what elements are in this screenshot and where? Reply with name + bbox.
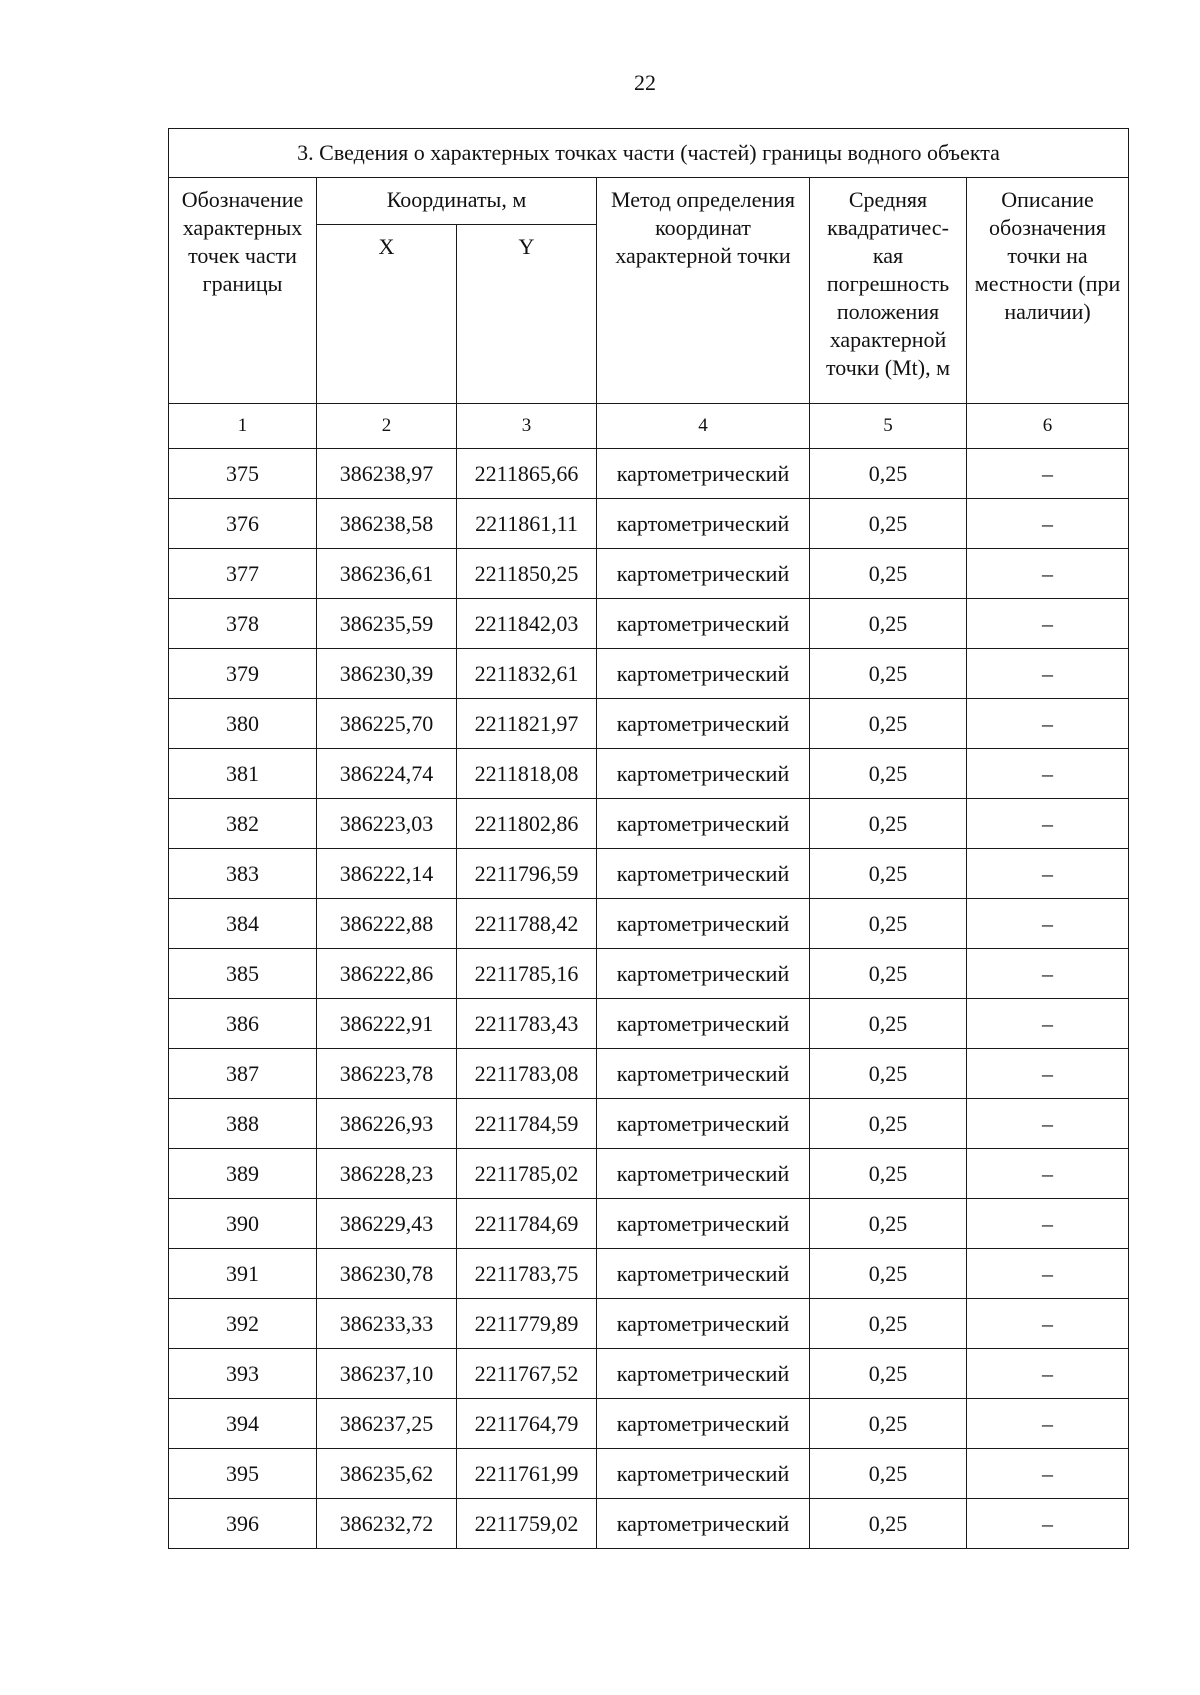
cell-y: 2211761,99 bbox=[457, 1449, 597, 1499]
cell-point: 379 bbox=[169, 649, 317, 699]
cell-y: 2211785,02 bbox=[457, 1149, 597, 1199]
cell-mt: 0,25 bbox=[810, 549, 967, 599]
cell-x: 386222,88 bbox=[317, 899, 457, 949]
cell-description: – bbox=[967, 649, 1129, 699]
cell-description: – bbox=[967, 449, 1129, 499]
cell-point: 393 bbox=[169, 1349, 317, 1399]
cell-mt: 0,25 bbox=[810, 1299, 967, 1349]
cell-mt: 0,25 bbox=[810, 1499, 967, 1549]
cell-description: – bbox=[967, 1249, 1129, 1299]
table-row bbox=[169, 849, 1129, 899]
cell-y: 2211832,61 bbox=[457, 649, 597, 699]
cell-y: 2211842,03 bbox=[457, 599, 597, 649]
header-error: Средняя квадратичес-кая погрешность положения характерной точки (Mt), м bbox=[810, 178, 967, 404]
cell-y: 2211759,02 bbox=[457, 1499, 597, 1549]
cell-method: картометрический bbox=[597, 749, 810, 799]
cell-x: 386230,78 bbox=[317, 1249, 457, 1299]
table-row bbox=[169, 1249, 1129, 1299]
cell-y: 2211783,08 bbox=[457, 1049, 597, 1099]
cell-y: 2211779,89 bbox=[457, 1299, 597, 1349]
cell-mt: 0,25 bbox=[810, 449, 967, 499]
cell-description: – bbox=[967, 1149, 1129, 1199]
cell-y: 2211783,75 bbox=[457, 1249, 597, 1299]
cell-description: – bbox=[967, 699, 1129, 749]
table-row bbox=[169, 1499, 1129, 1549]
cell-point: 390 bbox=[169, 1199, 317, 1249]
cell-method: картометрический bbox=[597, 1199, 810, 1249]
cell-method: картометрический bbox=[597, 499, 810, 549]
cell-y: 2211767,52 bbox=[457, 1349, 597, 1399]
cell-method: картометрический bbox=[597, 1499, 810, 1549]
cell-mt: 0,25 bbox=[810, 1449, 967, 1499]
cell-y: 2211865,66 bbox=[457, 449, 597, 499]
cell-mt: 0,25 bbox=[810, 1199, 967, 1249]
cell-mt: 0,25 bbox=[810, 1349, 967, 1399]
cell-description: – bbox=[967, 749, 1129, 799]
cell-mt: 0,25 bbox=[810, 1149, 967, 1199]
table-row bbox=[169, 699, 1129, 749]
cell-method: картометрический bbox=[597, 799, 810, 849]
cell-method: картометрический bbox=[597, 1249, 810, 1299]
cell-point: 389 bbox=[169, 1149, 317, 1199]
cell-point: 395 bbox=[169, 1449, 317, 1499]
cell-method: картометрический bbox=[597, 649, 810, 699]
cell-y: 2211861,11 bbox=[457, 499, 597, 549]
table-row bbox=[169, 1049, 1129, 1099]
cell-mt: 0,25 bbox=[810, 749, 967, 799]
cell-x: 386222,86 bbox=[317, 949, 457, 999]
cell-y: 2211783,43 bbox=[457, 999, 597, 1049]
cell-description: – bbox=[967, 549, 1129, 599]
cell-method: картометрический bbox=[597, 549, 810, 599]
cell-description: – bbox=[967, 799, 1129, 849]
header-description: Описание обозначения точки на местности (при наличии) bbox=[967, 178, 1129, 404]
cell-description: – bbox=[967, 1449, 1129, 1499]
cell-method: картометрический bbox=[597, 899, 810, 949]
cell-mt: 0,25 bbox=[810, 599, 967, 649]
column-number: 3 bbox=[457, 404, 597, 449]
page-number: 22 bbox=[634, 70, 656, 95]
cell-mt: 0,25 bbox=[810, 949, 967, 999]
table-row bbox=[169, 1199, 1129, 1249]
cell-x: 386237,10 bbox=[317, 1349, 457, 1399]
cell-description: – bbox=[967, 1049, 1129, 1099]
header-x: X bbox=[317, 225, 457, 404]
cell-point: 383 bbox=[169, 849, 317, 899]
column-number: 1 bbox=[169, 404, 317, 449]
cell-y: 2211788,42 bbox=[457, 899, 597, 949]
cell-mt: 0,25 bbox=[810, 699, 967, 749]
cell-x: 386222,91 bbox=[317, 999, 457, 1049]
cell-x: 386230,39 bbox=[317, 649, 457, 699]
cell-method: картометрический bbox=[597, 599, 810, 649]
cell-point: 385 bbox=[169, 949, 317, 999]
cell-point: 392 bbox=[169, 1299, 317, 1349]
cell-point: 394 bbox=[169, 1399, 317, 1449]
cell-point: 382 bbox=[169, 799, 317, 849]
column-number: 4 bbox=[597, 404, 810, 449]
cell-point: 381 bbox=[169, 749, 317, 799]
cell-description: – bbox=[967, 1299, 1129, 1349]
cell-point: 387 bbox=[169, 1049, 317, 1099]
table-row bbox=[169, 1449, 1129, 1499]
cell-x: 386236,61 bbox=[317, 549, 457, 599]
cell-mt: 0,25 bbox=[810, 1099, 967, 1149]
cell-method: картометрический bbox=[597, 1399, 810, 1449]
cell-point: 378 bbox=[169, 599, 317, 649]
cell-description: – bbox=[967, 849, 1129, 899]
table-body bbox=[169, 449, 1129, 1549]
cell-y: 2211818,08 bbox=[457, 749, 597, 799]
cell-y: 2211784,69 bbox=[457, 1199, 597, 1249]
cell-x: 386235,59 bbox=[317, 599, 457, 649]
cell-method: картометрический bbox=[597, 1049, 810, 1099]
cell-method: картометрический bbox=[597, 1349, 810, 1399]
column-number: 5 bbox=[810, 404, 967, 449]
cell-description: – bbox=[967, 899, 1129, 949]
table-row bbox=[169, 1399, 1129, 1449]
cell-method: картометрический bbox=[597, 999, 810, 1049]
cell-description: – bbox=[967, 1349, 1129, 1399]
cell-y: 2211850,25 bbox=[457, 549, 597, 599]
cell-point: 377 bbox=[169, 549, 317, 599]
table-title: 3. Сведения о характерных точках части (частей) границы водного объекта bbox=[169, 129, 1129, 178]
cell-description: – bbox=[967, 1399, 1129, 1449]
cell-x: 386237,25 bbox=[317, 1399, 457, 1449]
cell-x: 386228,23 bbox=[317, 1149, 457, 1199]
cell-mt: 0,25 bbox=[810, 999, 967, 1049]
table-row bbox=[169, 599, 1129, 649]
cell-y: 2211821,97 bbox=[457, 699, 597, 749]
cell-point: 396 bbox=[169, 1499, 317, 1549]
cell-x: 386229,43 bbox=[317, 1199, 457, 1249]
column-number: 2 bbox=[317, 404, 457, 449]
cell-point: 388 bbox=[169, 1099, 317, 1149]
table-row bbox=[169, 999, 1129, 1049]
cell-y: 2211802,86 bbox=[457, 799, 597, 849]
cell-description: – bbox=[967, 949, 1129, 999]
table-row bbox=[169, 899, 1129, 949]
cell-description: – bbox=[967, 999, 1129, 1049]
cell-point: 384 bbox=[169, 899, 317, 949]
table-row bbox=[169, 1149, 1129, 1199]
table-row bbox=[169, 499, 1129, 549]
cell-y: 2211785,16 bbox=[457, 949, 597, 999]
cell-x: 386233,33 bbox=[317, 1299, 457, 1349]
cell-method: картометрический bbox=[597, 1299, 810, 1349]
table-row bbox=[169, 649, 1129, 699]
cell-description: – bbox=[967, 499, 1129, 549]
cell-method: картометрический bbox=[597, 699, 810, 749]
cell-mt: 0,25 bbox=[810, 849, 967, 899]
cell-x: 386238,97 bbox=[317, 449, 457, 499]
cell-x: 386225,70 bbox=[317, 699, 457, 749]
cell-mt: 0,25 bbox=[810, 899, 967, 949]
cell-method: картометрический bbox=[597, 449, 810, 499]
cell-method: картометрический bbox=[597, 1449, 810, 1499]
cell-point: 386 bbox=[169, 999, 317, 1049]
cell-x: 386223,03 bbox=[317, 799, 457, 849]
cell-x: 386222,14 bbox=[317, 849, 457, 899]
cell-x: 386238,58 bbox=[317, 499, 457, 549]
cell-x: 386223,78 bbox=[317, 1049, 457, 1099]
table-row bbox=[169, 749, 1129, 799]
boundary-points-table bbox=[168, 128, 1129, 1549]
cell-description: – bbox=[967, 1099, 1129, 1149]
cell-description: – bbox=[967, 1199, 1129, 1249]
cell-description: – bbox=[967, 1499, 1129, 1549]
cell-mt: 0,25 bbox=[810, 499, 967, 549]
cell-x: 386232,72 bbox=[317, 1499, 457, 1549]
table-row bbox=[169, 1299, 1129, 1349]
header-method: Метод определения координат характерной точки bbox=[597, 178, 810, 404]
cell-point: 375 bbox=[169, 449, 317, 499]
table-row bbox=[169, 1099, 1129, 1149]
cell-point: 391 bbox=[169, 1249, 317, 1299]
header-coordinates: Координаты, м bbox=[317, 178, 597, 225]
header-point-designation: Обозначение характерных точек части границы bbox=[169, 178, 317, 404]
cell-point: 376 bbox=[169, 499, 317, 549]
cell-x: 386224,74 bbox=[317, 749, 457, 799]
cell-mt: 0,25 bbox=[810, 1049, 967, 1099]
cell-y: 2211796,59 bbox=[457, 849, 597, 899]
cell-method: картометрический bbox=[597, 1149, 810, 1199]
table-row bbox=[169, 949, 1129, 999]
cell-method: картометрический bbox=[597, 849, 810, 899]
cell-y: 2211764,79 bbox=[457, 1399, 597, 1449]
cell-mt: 0,25 bbox=[810, 1249, 967, 1299]
cell-x: 386226,93 bbox=[317, 1099, 457, 1149]
table-row bbox=[169, 1349, 1129, 1399]
column-number: 6 bbox=[967, 404, 1129, 449]
table-row bbox=[169, 799, 1129, 849]
table-row bbox=[169, 549, 1129, 599]
cell-method: картометрический bbox=[597, 1099, 810, 1149]
table-row bbox=[169, 449, 1129, 499]
cell-method: картометрический bbox=[597, 949, 810, 999]
cell-point: 380 bbox=[169, 699, 317, 749]
cell-description: – bbox=[967, 599, 1129, 649]
cell-mt: 0,25 bbox=[810, 799, 967, 849]
column-number-row bbox=[169, 404, 1129, 449]
header-y: Y bbox=[457, 225, 597, 404]
cell-mt: 0,25 bbox=[810, 1399, 967, 1449]
cell-mt: 0,25 bbox=[810, 649, 967, 699]
cell-y: 2211784,59 bbox=[457, 1099, 597, 1149]
cell-x: 386235,62 bbox=[317, 1449, 457, 1499]
